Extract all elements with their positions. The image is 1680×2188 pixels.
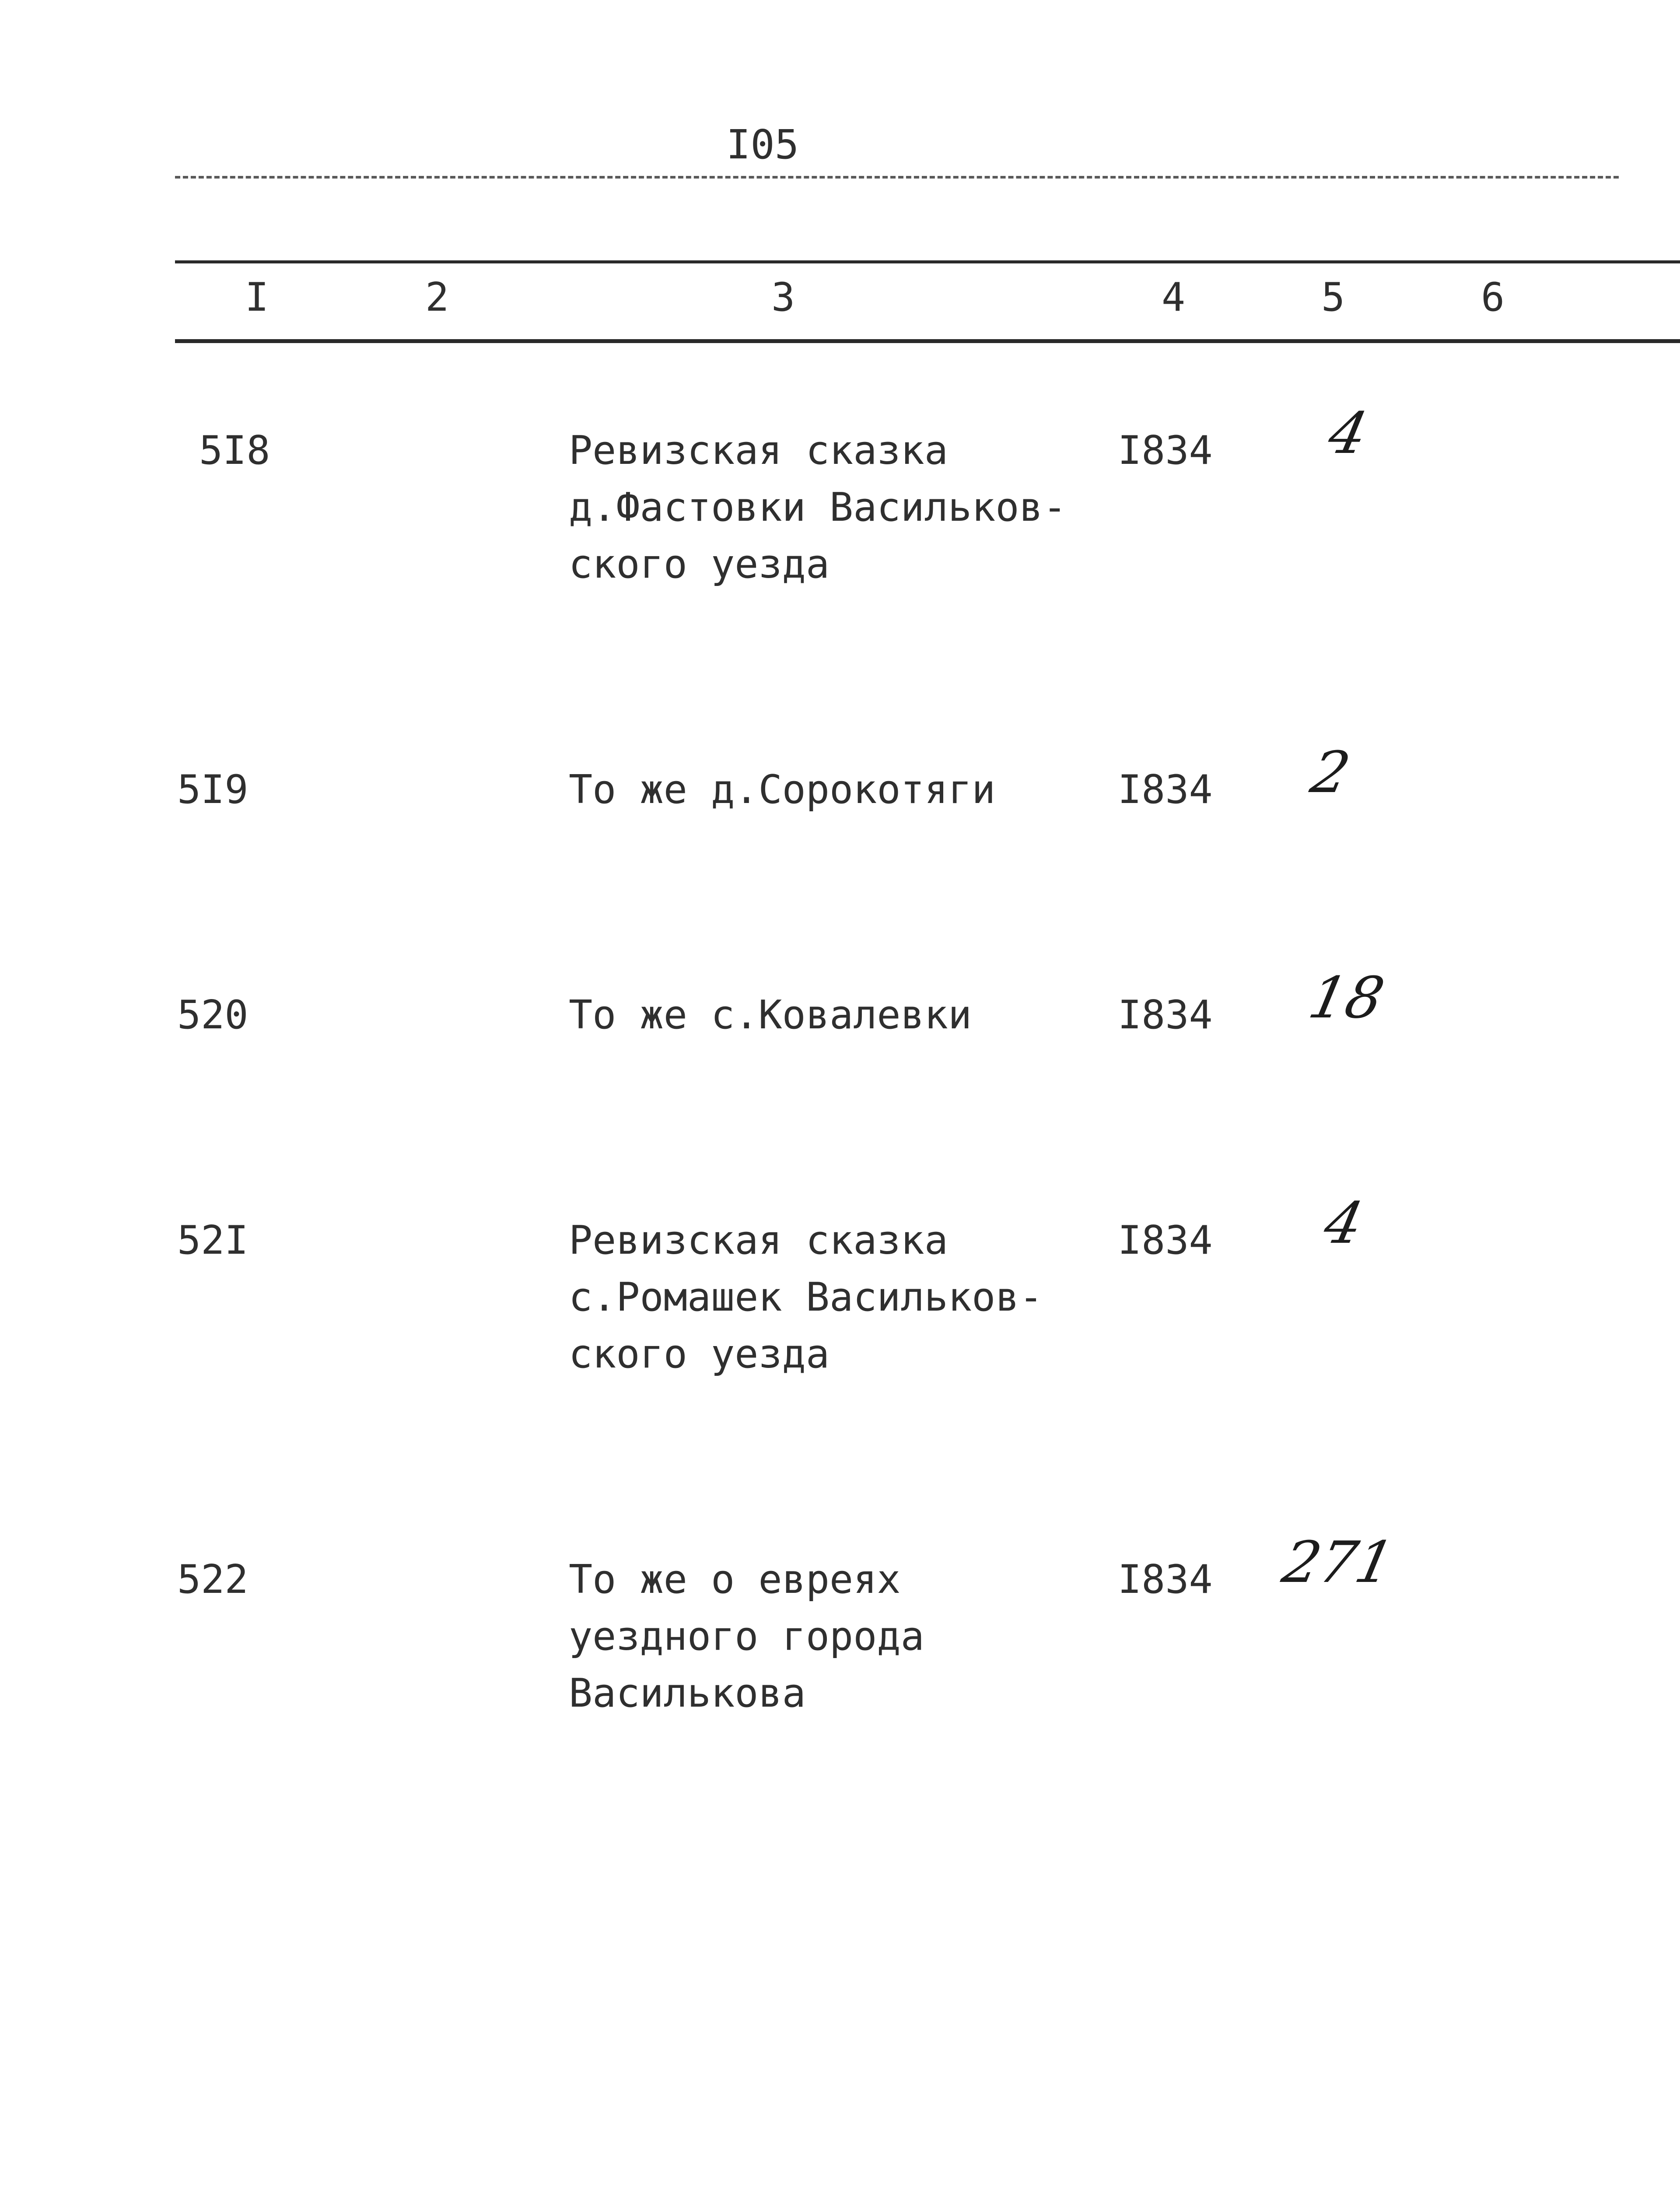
row-title: Ревизская сказка д.Фастовки Васильков- ского уезда — [569, 428, 1067, 587]
row-sheets-handwritten: 4 — [1323, 400, 1373, 466]
column-header-2: 2 — [425, 274, 449, 320]
row-number: 522 — [177, 1557, 248, 1602]
column-header-4: 4 — [1162, 274, 1186, 320]
table-header-bottom-rule — [175, 339, 1680, 343]
page-number: I05 — [726, 121, 799, 168]
row-year: I834 — [1118, 992, 1213, 1038]
row-title: То же о евреях уездного города Василькова — [569, 1557, 924, 1716]
row-title: То же с.Ковалевки — [569, 992, 972, 1038]
column-header-3: 3 — [771, 274, 795, 320]
column-header-6: 6 — [1481, 274, 1505, 320]
row-sheets-handwritten: 18 — [1303, 964, 1390, 1031]
row-sheets-handwritten: 271 — [1277, 1529, 1400, 1595]
column-header-5: 5 — [1321, 274, 1345, 320]
row-year: I834 — [1118, 1557, 1213, 1602]
row-sheets-handwritten: 2 — [1305, 739, 1356, 806]
row-year: I834 — [1118, 767, 1213, 813]
row-number: 5I9 — [177, 767, 248, 813]
row-number: 5I8 — [199, 428, 270, 473]
row-year: I834 — [1118, 1217, 1213, 1263]
row-sheets-handwritten: 4 — [1318, 1190, 1369, 1256]
row-number: 520 — [177, 992, 248, 1038]
row-title: То же д.Сорокотяги — [569, 767, 996, 813]
header-dashed-divider — [175, 176, 1619, 179]
table-header-top-rule — [175, 260, 1680, 263]
column-header-1: I — [245, 274, 269, 320]
row-number: 52I — [177, 1217, 248, 1263]
row-title: Ревизская сказка с.Ромашек Васильков- ского уезда — [569, 1217, 1043, 1377]
row-year: I834 — [1118, 428, 1213, 473]
